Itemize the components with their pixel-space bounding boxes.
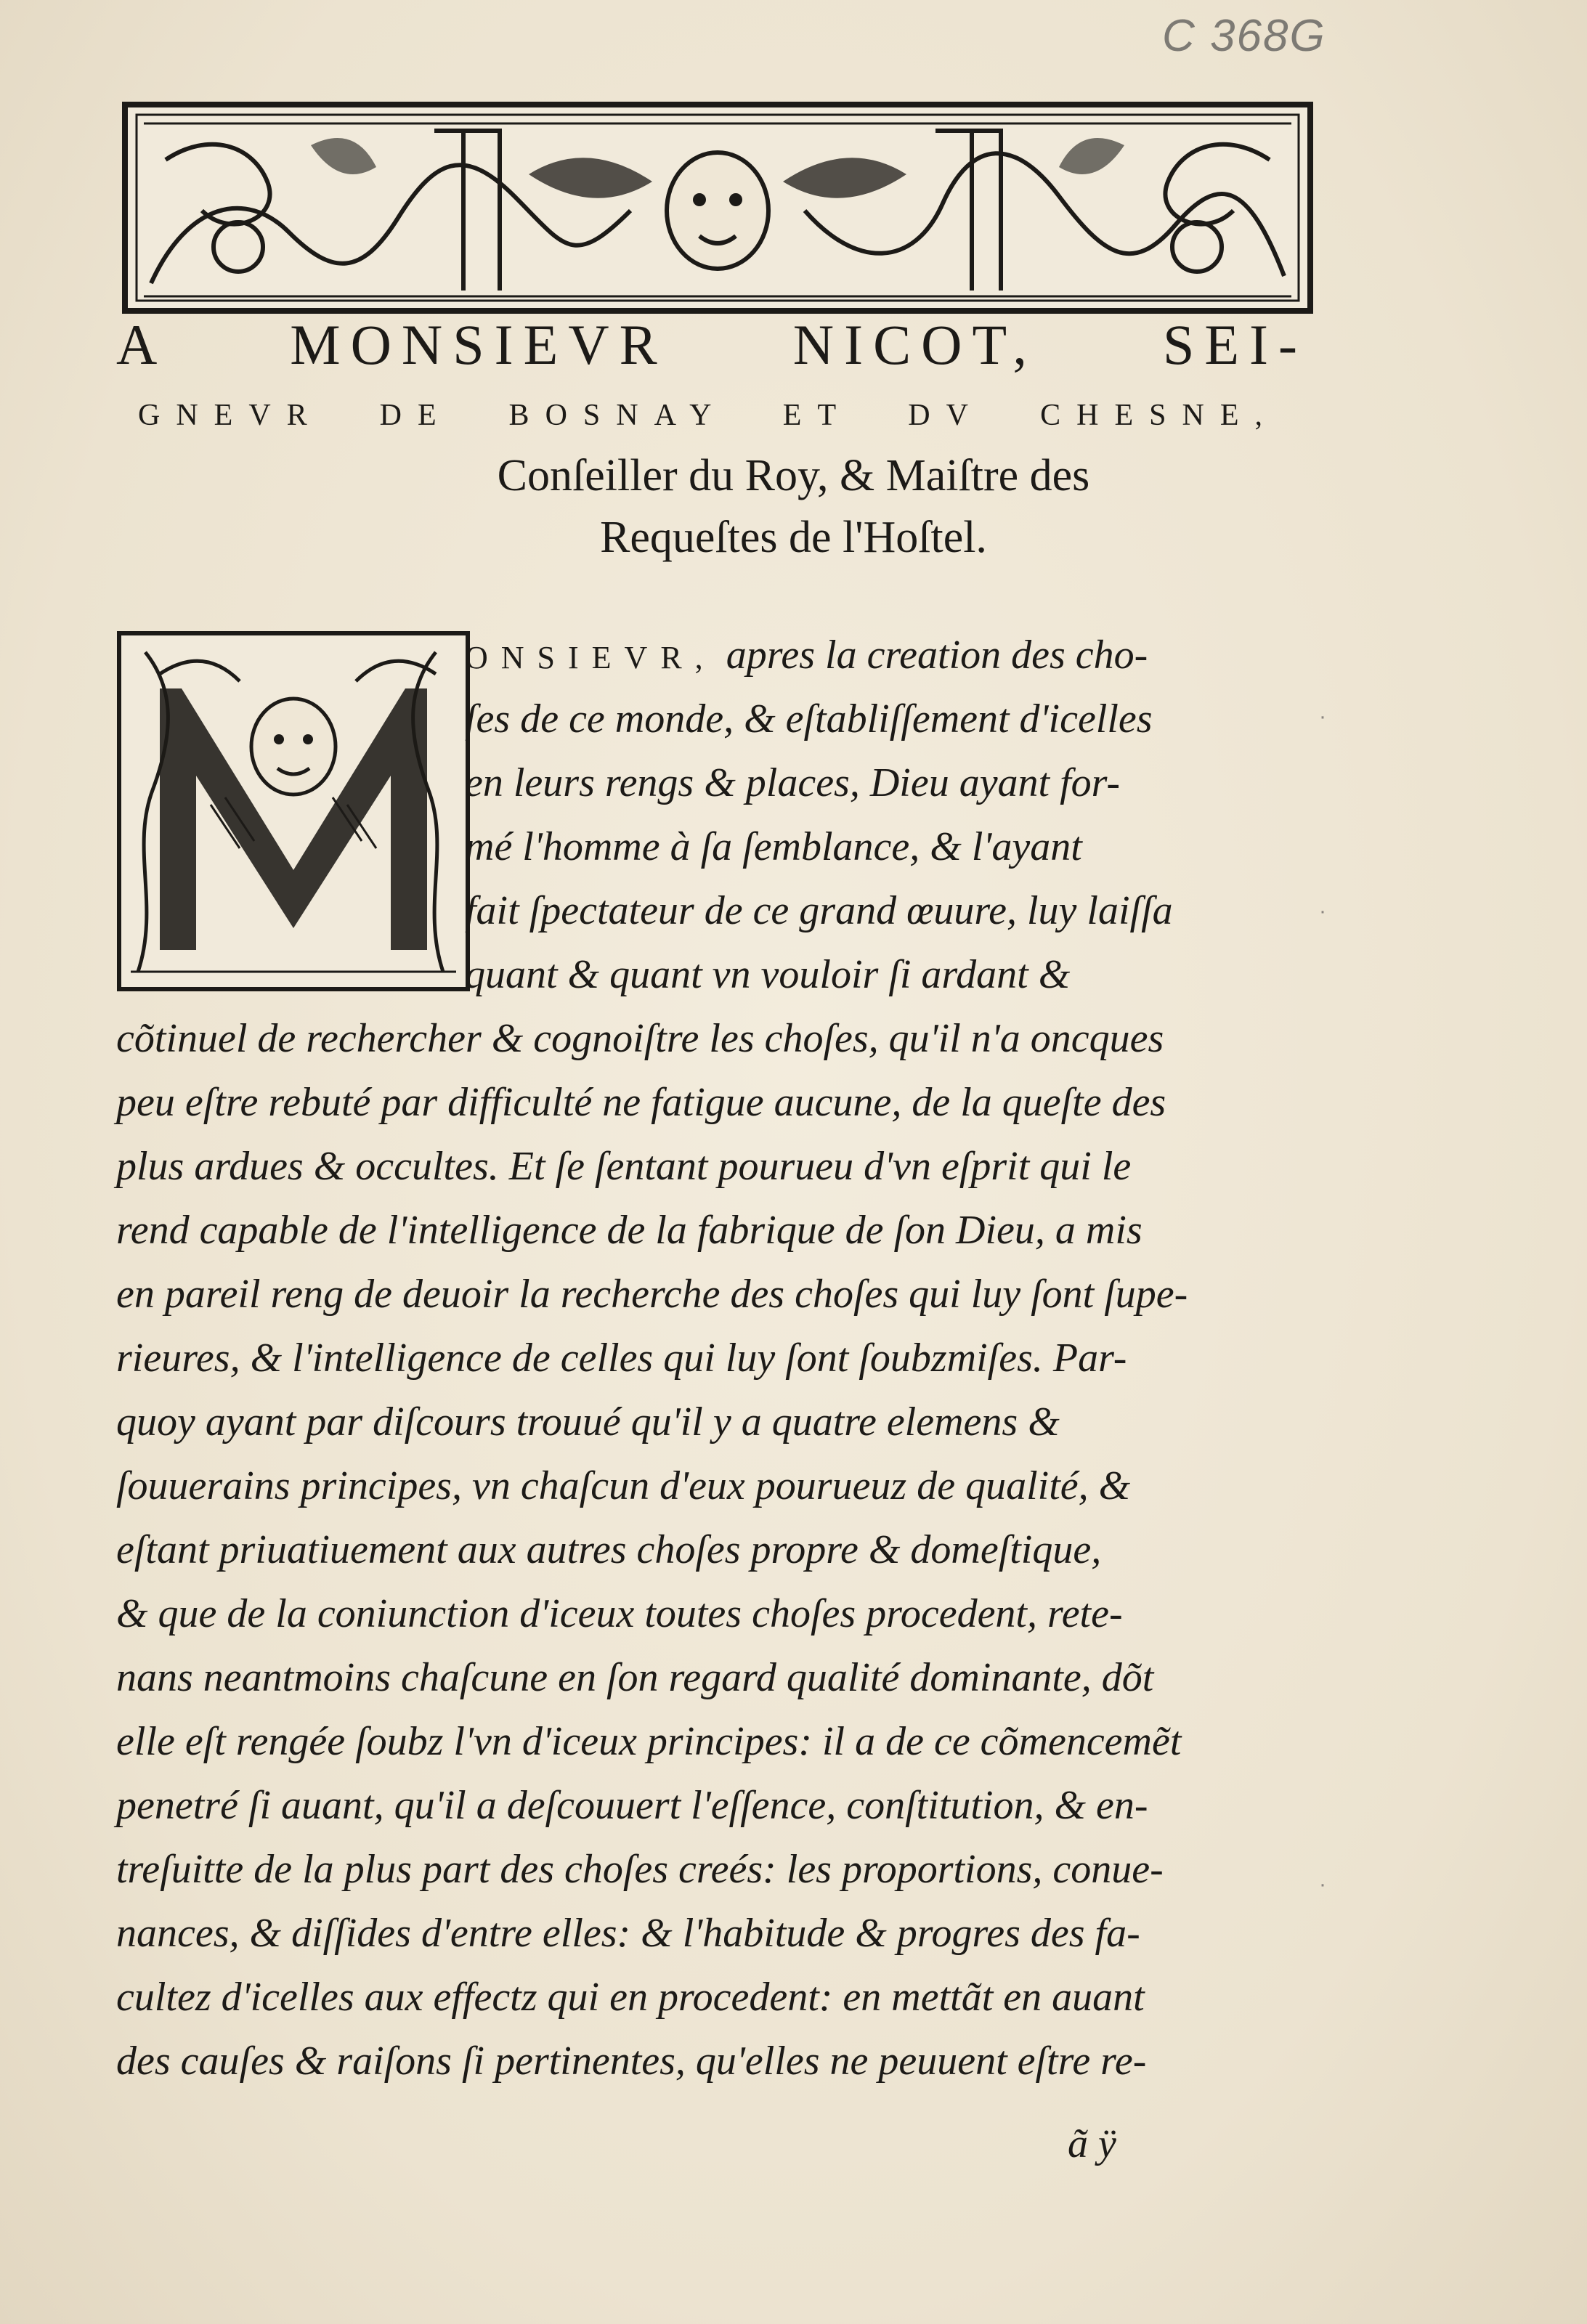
body-line-14: ſouuerains principes, vn chaſcun d'eux pourueuz de qualité, & — [116, 1463, 1131, 1508]
body-line-10: rend capable de l'intelligence de la fabrique de ſon Dieu, a mis — [116, 1208, 1142, 1253]
body-line-9: plus ardues & occultes. Et ſe ſentant pourueu d'vn eſprit qui le — [116, 1144, 1132, 1189]
body-line-12: rieures, & l'intelligence de celles qui luy ſont ſoubzmiſes. Par- — [116, 1336, 1127, 1381]
body-line-20: treſuitte de la plus part des choſes creés: les proportions, conue- — [116, 1847, 1164, 1892]
body-line-3: en leurs rengs & places, Dieu ayant for- — [465, 760, 1120, 805]
body-line-18: elle eſt rengée ſoubz l'vn d'iceux principes: il a de ce cõmencemẽt — [116, 1719, 1182, 1764]
title-line-1: A MONSIEVR NICOT, SEI- — [116, 313, 1307, 376]
body-line-19: penetré ſi auant, qu'il a deſcouuert l'eſſence, conſtitution, & en- — [116, 1783, 1148, 1828]
body-line-5: fait ſpectateur de ce grand œuure, luy laiſſa — [465, 888, 1173, 933]
decorated-initial-m-icon — [116, 630, 471, 992]
title-line-3: Conſeiller du Roy, & Maiſtre des — [497, 451, 1090, 500]
opening-word: ONSIEVR, — [465, 640, 716, 675]
body-line-22: cultez d'icelles aux effectz qui en procedent: en mettãt en auant — [116, 1975, 1145, 2020]
body-line-11: en pareil reng de deuoir la recherche des choſes qui luy ſont ſupe- — [116, 1272, 1188, 1317]
body-line-7: cõtinuel de rechercher & cognoiſtre les choſes, qu'il n'a oncques — [116, 1016, 1164, 1061]
body-line-15: eſtant priuatiuement aux autres choſes propre & domeſtique, — [116, 1527, 1102, 1572]
body-line-2: ſes de ce monde, & eſtabliſſement d'icelles — [465, 696, 1153, 742]
body-line-6: quant & quant vn vouloir ſi ardant & — [465, 952, 1071, 997]
body-line-1-text: apres la creation des cho- — [726, 633, 1148, 678]
margin-dot: · — [1319, 899, 1326, 923]
title-line-2: GNEVR DE BOSNAY ET DV CHESNE, — [138, 399, 1278, 432]
body-line-16: & que de la coniunction d'iceux toutes choſes procedent, rete- — [116, 1591, 1123, 1636]
body-line-1 — [465, 626, 1293, 684]
ornamental-headband-icon — [122, 102, 1313, 314]
title-line-4: Requeſtes de l'Hoſtel. — [600, 513, 987, 562]
body-line-4: mé l'homme à ſa ſemblance, & l'ayant — [465, 824, 1082, 869]
body-line-8: peu eſtre rebuté par difficulté ne fatigue aucune, de la queſte des — [116, 1080, 1166, 1125]
signature-mark: ã ÿ — [1068, 2121, 1116, 2166]
shelfmark: C 368G — [1162, 11, 1326, 61]
margin-dot: · — [1319, 704, 1326, 728]
body-line-21: nances, & diſſides d'entre elles: & l'habitude & progres des fa- — [116, 1911, 1140, 1956]
body-line-13: quoy ayant par diſcours trouué qu'il y a quatre elemens & — [116, 1399, 1060, 1445]
body-line-17: nans neantmoins chaſcune en ſon regard qualité dominante, dõt — [116, 1655, 1154, 1700]
body-line-23: des cauſes & raiſons ſi pertinentes, qu'elles ne peuuent eſtre re- — [116, 2039, 1147, 2084]
margin-dot: · — [1319, 1872, 1326, 1896]
